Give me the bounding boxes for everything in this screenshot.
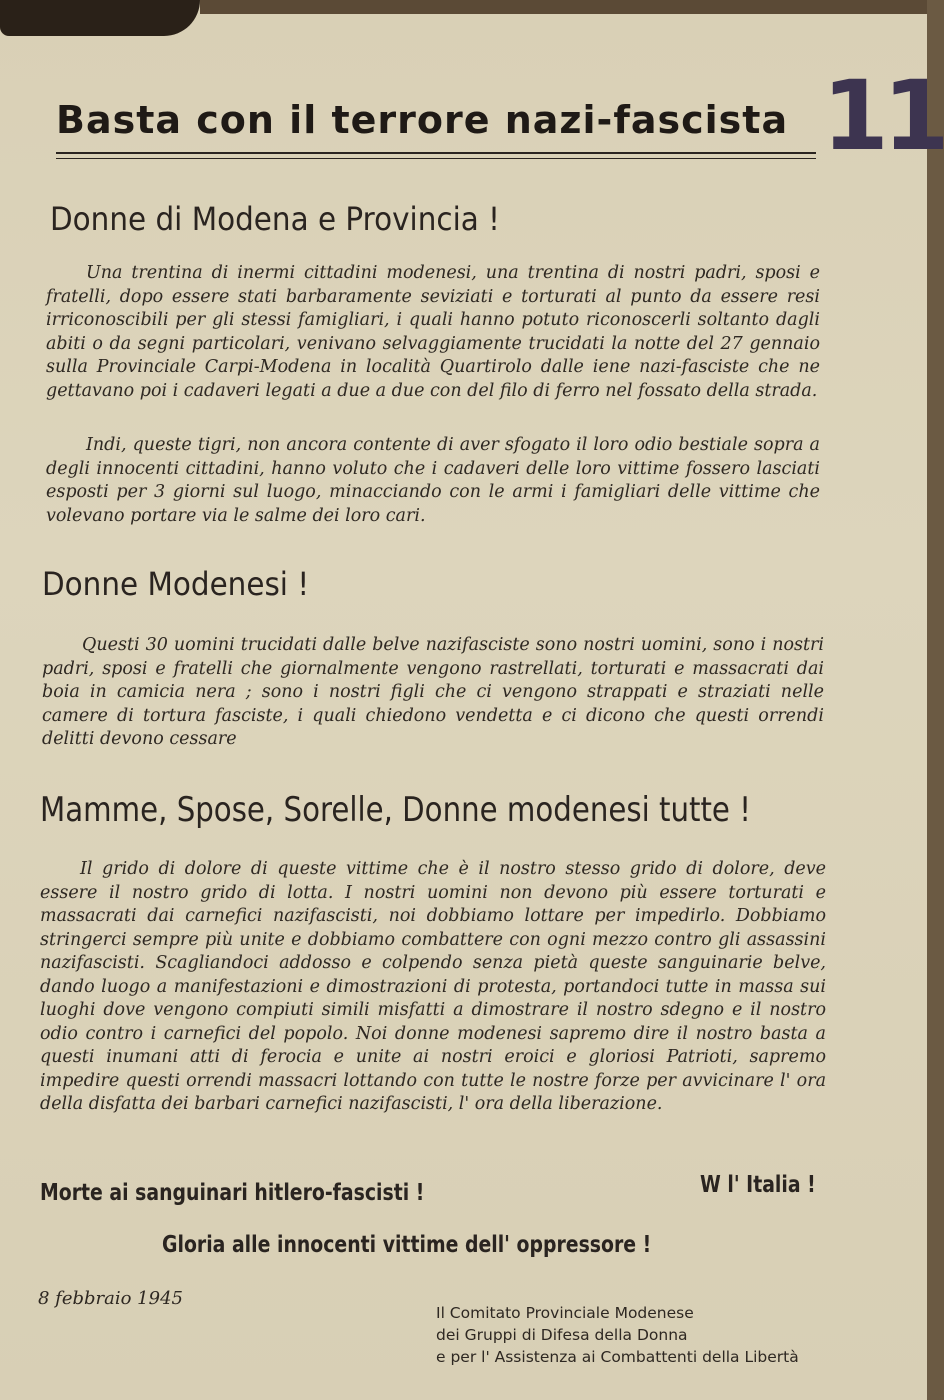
signature-line: dei Gruppi di Difesa della Donna bbox=[436, 1326, 688, 1344]
paragraph-3: Questi 30 uomini trucidati dalle belve nazifasciste sono nostri uomini, sono i nostri padri, sposi e fratelli che giornalmente vengono rastrellati, torturati e massacrati dai boia in camicia nera ; sono i nostri figli che ci vengono strappati e straziati nelle camere di tortura fasciste, i quali chiedono vendetta e ci dicono che questi orrendi delitti devono cessare bbox=[42, 635, 824, 749]
poster-date: 8 febbraio 1945 bbox=[38, 1288, 183, 1309]
title-rule-bottom bbox=[56, 158, 816, 159]
paragraph-4: Il grido di dolore di queste vittime che è il nostro stesso grido di dolore, deve essere il nostro grido di lotta. I nostri uomini non devono più essere torturati e massacrati dai carnefici nazifascisti, noi dobbiamo lottare per impedirlo. Dobbiamo stringerci sempre più unite e dobbiamo combattere con ogni mezzo contro gli assassini nazifascisti. Scagliandoci addosso e colpendo senza pietà queste sanguinarie belve, dando luogo a manifestazioni e dimostrazioni di protesta, portandoci tutte in massa sui luoghi dove vengono compiuti simili misfatti a dimostrare il nostro sdegno e il nostro odio contro i carnefici del popolo. Noi donne modenesi sapremo dire il nostro basta a questi inumani atti di ferocia e unite ai nostri eroici e gloriosi Patrioti, sapremo impedire questi orrendi massacri lottando con tutte le nostre forze per avvicinare l' ora della disfatta dei barbari carnefici nazifascisti, l' ora della liberazione. bbox=[40, 859, 826, 1114]
signature-line: Il Comitato Provinciale Modenese bbox=[436, 1304, 694, 1322]
heading-donne-modena: Donne di Modena e Provincia ! bbox=[50, 200, 500, 238]
paragraph-1: Una trentina di inermi cittadini modenesi, una trentina di nostri padri, sposi e fratelli, dopo essere stati barbaramente seviziati e torturati al punto da essere resi irriconoscibili per gli stessi famigliari, i quali hanno potuto riconoscerli soltanto dagli abiti o da segni particolari, venivano selvaggiamente trucidati la notte del 27 gennaio sulla Provinciale Carpi-Modena in località Quartirolo dalle iene nazi-fasciste che ne gettavano poi i cadaveri legati a due a due con del filo di ferro nel fossato della strada. bbox=[46, 263, 820, 401]
heading-mamme-spose: Mamme, Spose, Sorelle, Donne modenesi tutte ! bbox=[40, 790, 751, 830]
paragraph-2: Indi, queste tigri, non ancora contente di aver sfogato il loro odio bestiale sopra a degli innocenti cittadini, hanno voluto che i cadaveri delle loro vittime fossero lasciati esposti per 3 giorni sul luogo, minacciando con le armi i famigliari delle vittime che volevano portare via le salme dei loro cari. bbox=[46, 435, 820, 526]
title-rule-top bbox=[56, 152, 816, 154]
slogan-gloria: Gloria alle innocenti vittime dell' oppressore ! bbox=[162, 1232, 652, 1258]
signature-line: e per l' Assistenza ai Combattenti della Libertà bbox=[436, 1348, 799, 1366]
signature-block bbox=[436, 1302, 836, 1368]
top-edge bbox=[200, 0, 927, 14]
slogan-morte: Morte ai sanguinari hitlero-fascisti ! bbox=[40, 1180, 425, 1206]
heading-donne-modenesi: Donne Modenesi ! bbox=[42, 565, 310, 603]
poster-number: 11 bbox=[822, 60, 944, 172]
torn-corner bbox=[0, 0, 200, 36]
poster-title: Basta con il terrore nazi-fascista bbox=[56, 98, 789, 142]
slogan-italia: W l' Italia ! bbox=[700, 1172, 816, 1198]
